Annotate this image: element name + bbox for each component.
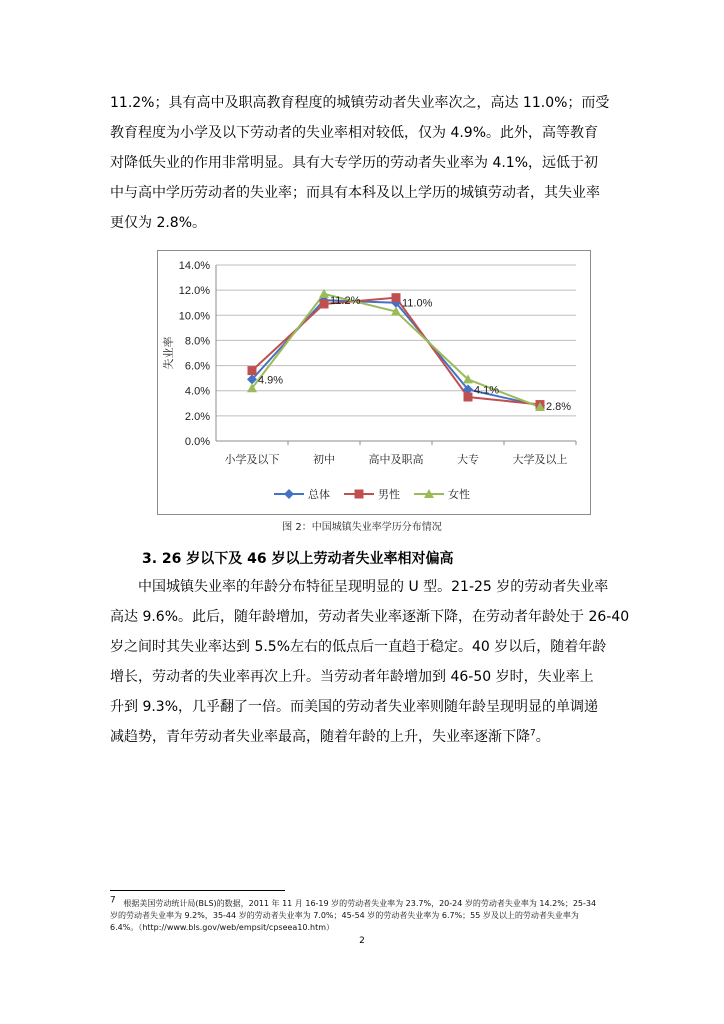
data-label: 4.9%	[258, 374, 284, 387]
y-tick-label: 14.0%	[178, 260, 210, 272]
y-tick-label: 0.0%	[184, 436, 210, 448]
data-label: 2.8%	[546, 400, 572, 413]
legend-label: 总体	[308, 488, 330, 501]
legend-label: 男性	[378, 488, 400, 501]
y-tick-label: 10.0%	[178, 310, 210, 323]
data-label: 11.2%	[330, 295, 361, 308]
y-tick-label: 8.0%	[184, 335, 210, 348]
legend-label: 女性	[448, 488, 470, 501]
x-tick-label: 大学及以上	[512, 453, 568, 466]
data-label: 4.1%	[474, 384, 500, 397]
footnote-ref[interactable]: 7	[530, 728, 536, 739]
text-line: 高达 9.6%。此后，随年龄增加，劳动者失业率逐渐下降，在劳动者年龄处于 26-40	[110, 609, 630, 625]
data-point	[355, 490, 364, 499]
text-line: 对降低失业的作用非常明显。具有大专学历的劳动者失业率为 4.1%，远低于初	[110, 155, 599, 171]
text-line: 更仅为 2.8%。	[110, 215, 207, 231]
footnote-line: 岁的劳动者失业率为 9.2%，35-44 岁的劳动者失业率为 7.0%；45-54 岁的劳动者失业率为 6.7%；55 岁及以上的劳动者失业率为	[110, 911, 579, 920]
figure-caption: 图 2：中国城镇失业率学历分布情况	[282, 522, 442, 533]
footnote-line: 6.4%。（http://www.bls.gov/web/empsit/cpseea10.htm）	[110, 923, 335, 932]
data-point	[392, 293, 401, 302]
unemployment-by-education-chart	[157, 250, 591, 515]
text-line: 升到 9.3%，几乎翻了一倍。而美国的劳动者失业率则随年龄呈现明显的单调递	[110, 699, 599, 715]
data-point	[284, 489, 294, 499]
x-tick-label: 大专	[457, 453, 479, 466]
x-tick-label: 小学及以下	[224, 453, 280, 466]
footnote-line	[110, 895, 620, 910]
x-tick-label: 初中	[313, 453, 335, 466]
y-tick-label: 6.0%	[184, 360, 210, 373]
text-line-with-footnote: 减趋势，青年劳动者失业率最高，随着年龄的上升，失业率逐渐下降$^7$。	[110, 728, 550, 745]
section-heading: 3. 26 岁以下及 46 岁以上劳动者失业率相对偏高	[142, 551, 454, 567]
footnote-number: 7	[110, 895, 116, 906]
text-line: 教育程度为小学及以下劳动者的失业率相对较低，仅为 4.9%。此外，高等教育	[110, 125, 599, 141]
intro-paragraph	[110, 88, 618, 238]
page-number: 2	[359, 936, 365, 946]
chart-canvas	[158, 251, 590, 514]
footnote	[110, 895, 620, 934]
y-tick-label: 4.0%	[184, 385, 210, 398]
data-point	[464, 393, 473, 402]
body-paragraph	[110, 572, 630, 752]
text-line: 中国城镇失业率的年龄分布特征呈现明显的 U 型。21-25 岁的劳动者失业率	[138, 579, 609, 595]
footnote-divider	[110, 890, 285, 891]
data-label: 11.0%	[402, 297, 433, 310]
footnote-text: 根据美国劳动统计局(BLS)的数据，2011 年 11 月 16-19 岁的劳动者失业率为 23.7%，20-24 岁的劳动者失业率为 14.2%；25-34	[123, 899, 597, 908]
y-tick-label: 2.0%	[184, 410, 210, 423]
data-point	[320, 299, 329, 308]
text-segment: 减趋势，青年劳动者失业率最高，随着年龄的上升，失业率逐渐下降	[110, 729, 530, 745]
text-line: 11.2%；具有高中及职高教育程度的城镇劳动者失业率次之，高达 11.0%；而受	[110, 95, 610, 111]
text-line: 岁之间时其失业率达到 5.5%左右的低点后一直趋于稳定。40 岁以后，随着年龄	[110, 639, 607, 655]
x-tick-label: 高中及职高	[368, 453, 424, 466]
text-line: 中与高中学历劳动者的失业率；而具有本科及以上学历的城镇劳动者，其失业率	[110, 185, 600, 201]
text-line: 增长，劳动者的失业率再次上升。当劳动者年龄增加到 46-50 岁时，失业率上	[110, 669, 594, 685]
y-axis-title: 失业率	[162, 336, 175, 370]
data-point	[248, 366, 257, 375]
y-tick-label: 12.0%	[178, 285, 210, 298]
